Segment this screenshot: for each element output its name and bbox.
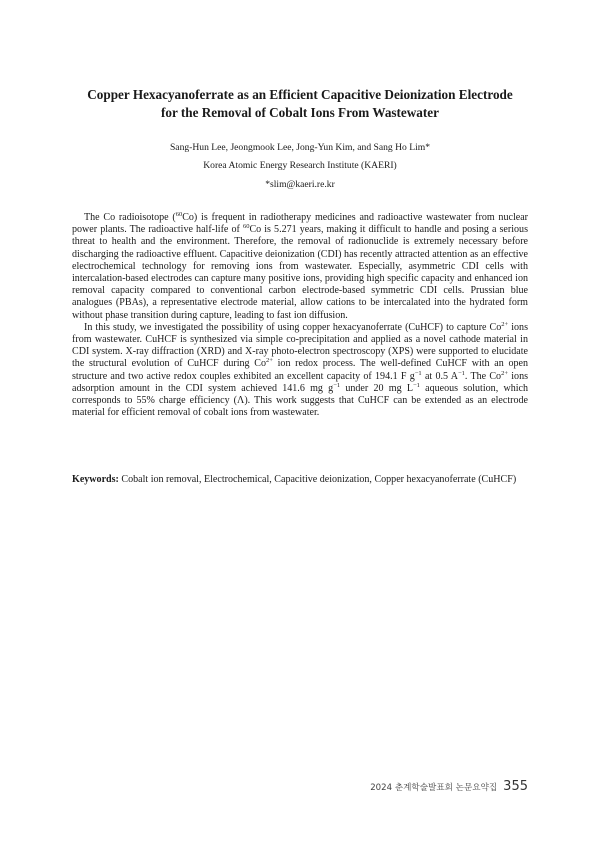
abstract-p2-text-2: ions from wastewater. CuHCF is synthesized via simple co-precipitation and applied as a novel cathode material in CDI system. X-ray diffraction (XRD) and X-ray photo-electron spectroscopy (XPS) were supported to elucidate the structural evolution of CuHCF during Co bbox=[72, 321, 528, 370]
abstract-p2-sup-2: 2+ bbox=[266, 357, 273, 365]
abstract-p1-sup-1: 60 bbox=[175, 211, 183, 218]
abstract-p2-text-3: ion redox process. The well-defined CuHCF with an open structure and two active redox couples exhibited an excellent capacity of 194.1 F g bbox=[72, 358, 528, 382]
abstract-p2-text-8: aqueous solution, which corresponds to 55% charge efficiency (Λ). This work suggests that CuHCF can be extended as an electrode material for efficient removal of cobalt ions from wastewater. bbox=[72, 382, 528, 419]
abstract-p2-text-1: In this study, we investigated the possibility of using copper hexacyanoferrate (CuHCF) to capture Co bbox=[84, 321, 502, 333]
abstract-p2-text-7: under 20 mg L bbox=[340, 382, 413, 394]
abstract bbox=[72, 212, 528, 419]
abstract-p1-text-2: Co) is frequent in radiotherapy medicines and radioactive wastewater from nuclear power plants. The radioactive half-life of bbox=[72, 212, 528, 236]
abstract-p2-sup-3: −1 bbox=[414, 369, 422, 377]
abstract-p2-text-4: at 0.5 A bbox=[421, 370, 458, 382]
abstract-p2-sup-6: −1 bbox=[333, 381, 341, 389]
author-list: Sang-Hun Lee, Jeongmook Lee, Jong-Yun Kim, and Sang Ho Lim* bbox=[169, 142, 431, 153]
abstract-paragraph-2 bbox=[72, 322, 528, 420]
abstract-p2-sup-5: 2+ bbox=[501, 369, 508, 377]
title-line-2: for the Removal of Cobalt Ions From Wastewater bbox=[161, 105, 439, 120]
abstract-p2-text-6: ions adsorption amount in the CDI system achieved 141.6 mg g bbox=[72, 370, 529, 394]
keywords-text: Cobalt ion removal, Electrochemical, Capacitive deionization, Copper hexacyanoferrate (CuHCF) bbox=[118, 474, 517, 485]
abstract-paragraph-1 bbox=[72, 212, 528, 322]
abstract-p2-sup-4: −1 bbox=[457, 369, 465, 377]
keywords-label: Keywords: bbox=[72, 474, 119, 485]
title-line-1: Copper Hexacyanoferrate as an Efficient Capacitive Deionization Electrode bbox=[87, 87, 513, 102]
abstract-p1-text-3: Co is 5.271 years, making it difficult to handle and posing a serious threat to health and the environment. Therefore, the removal of radionuclide is extremely necessary before discharging the radioactive effluent. Capacitive deionization (CDI) has recently attracted attention as an effective electrochemical technology for removing ions from wastewater. Especially, asymmetric CDI cells with intercalation-based electrodes can capture many positive ions, providing high specific capacity and enhanced ion removal capacity compared to conventional carbon electrode-based symmetric CDI cells. Prussian blue analogues (PBAs), a representative electrode material, allow cations to be intercalated into the hydrated form without phase transition during capture, leading to fast ion diffusion. bbox=[72, 224, 528, 321]
paper-title bbox=[60, 86, 540, 122]
page-footer bbox=[370, 779, 528, 794]
keywords bbox=[72, 474, 528, 486]
abstract-p2-sup-7: −1 bbox=[412, 381, 420, 389]
corresponding-email: *slim@kaeri.re.kr bbox=[265, 179, 335, 190]
abstract-p2-sup-1: 2+ bbox=[501, 320, 509, 328]
affiliation: Korea Atomic Energy Research Institute (KAERI) bbox=[203, 160, 397, 171]
abstract-p1-text-1: The Co radioisotope ( bbox=[84, 212, 176, 223]
abstract-p1-sup-2: 60 bbox=[242, 223, 250, 231]
page-number: 355 bbox=[503, 779, 528, 794]
abstract-p2-text-5: . The Co bbox=[464, 370, 502, 382]
proceedings-name: 2024 춘계학술발표회 논문요약집 bbox=[370, 783, 498, 793]
